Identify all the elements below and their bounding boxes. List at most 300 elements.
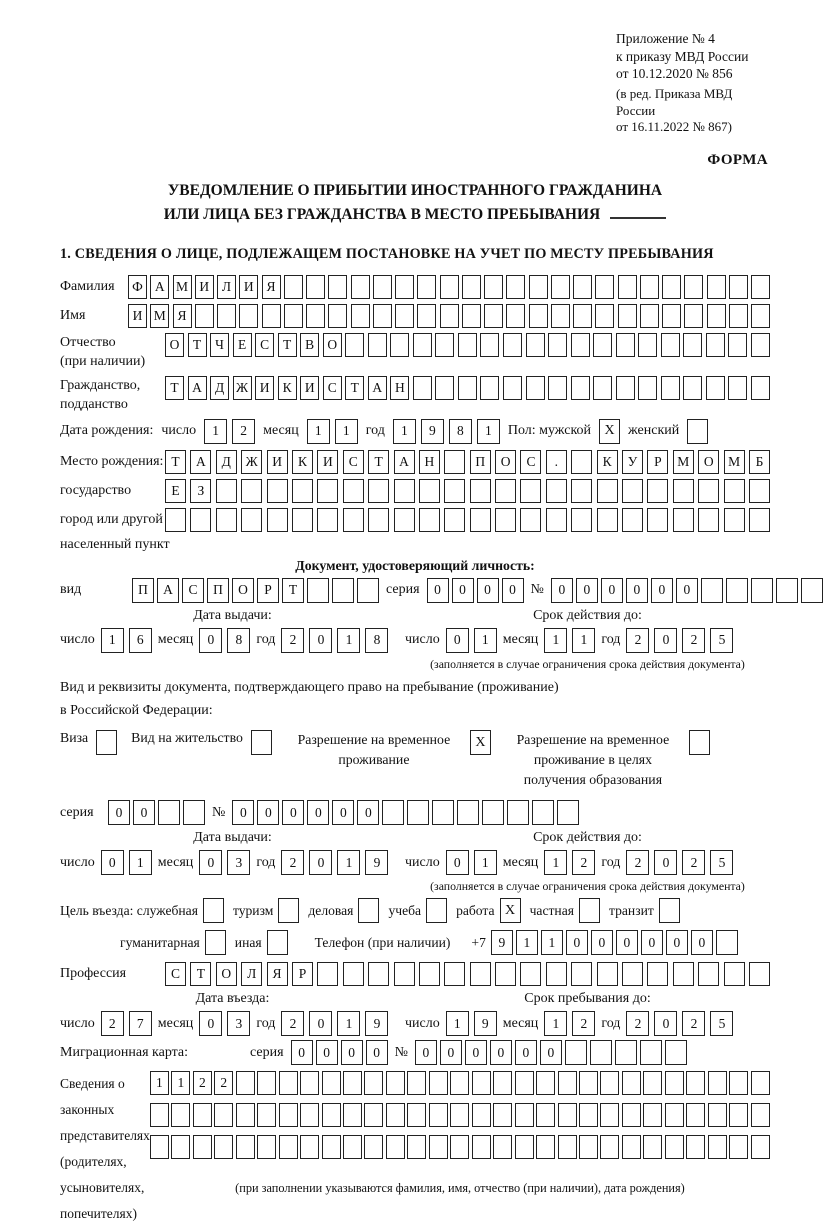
char-cell[interactable] [429,1103,448,1127]
char-cell[interactable] [373,275,392,299]
char-cell[interactable]: Т [188,333,207,357]
char-cell[interactable]: П [470,450,491,474]
char-cell[interactable] [171,1103,190,1127]
char-cell[interactable] [457,800,479,825]
char-cell[interactable]: 0 [626,578,648,603]
char-cell[interactable] [407,1135,426,1159]
char-cell[interactable] [571,333,590,357]
char-cell[interactable]: 1 [129,850,152,875]
char-cell[interactable] [724,962,745,986]
char-cell[interactable] [729,304,748,328]
char-cell[interactable] [306,275,325,299]
char-cell[interactable] [216,508,237,532]
char-cell[interactable]: 0 [415,1040,437,1065]
char-cell[interactable] [665,1071,684,1095]
char-cell[interactable] [728,333,747,357]
char-cell[interactable] [801,578,823,603]
purpose-humanitarian-checkbox[interactable] [205,930,226,955]
char-cell[interactable] [546,962,567,986]
char-cell[interactable] [647,962,668,986]
char-cell[interactable] [413,333,432,357]
char-cell[interactable] [382,800,404,825]
char-cell[interactable] [708,1103,727,1127]
char-cell[interactable] [482,800,504,825]
char-cell[interactable]: Т [345,376,364,400]
char-cell[interactable] [593,333,612,357]
char-cell[interactable]: 0 [357,800,379,825]
char-cell[interactable] [536,1071,555,1095]
char-cell[interactable]: 6 [129,628,152,653]
char-cell[interactable]: 0 [133,800,155,825]
char-cell[interactable] [484,304,503,328]
char-cell[interactable] [686,1071,705,1095]
temp-residence-edu-checkbox[interactable] [689,730,710,755]
char-cell[interactable] [686,1103,705,1127]
char-cell[interactable] [573,275,592,299]
char-cell[interactable] [435,376,454,400]
char-cell[interactable] [306,304,325,328]
char-cell[interactable]: С [255,333,274,357]
char-cell[interactable] [193,1135,212,1159]
char-cell[interactable] [600,1071,619,1095]
char-cell[interactable] [368,333,387,357]
char-cell[interactable] [495,479,516,503]
char-cell[interactable]: 9 [421,419,444,444]
char-cell[interactable] [328,304,347,328]
char-cell[interactable]: 0 [307,800,329,825]
char-cell[interactable]: 2 [682,850,705,875]
char-cell[interactable] [708,1135,727,1159]
char-cell[interactable] [300,1135,319,1159]
char-cell[interactable] [284,275,303,299]
char-cell[interactable]: 0 [232,800,254,825]
char-cell[interactable] [292,479,313,503]
char-cell[interactable]: И [267,450,288,474]
purpose-business-checkbox[interactable] [358,898,379,923]
char-cell[interactable] [236,1071,255,1095]
char-cell[interactable] [444,508,465,532]
char-cell[interactable] [622,1071,641,1095]
char-cell[interactable] [622,962,643,986]
char-cell[interactable] [673,479,694,503]
char-cell[interactable] [548,376,567,400]
char-cell[interactable] [343,508,364,532]
char-cell[interactable] [558,1071,577,1095]
char-cell[interactable] [394,479,415,503]
char-cell[interactable]: 0 [477,578,499,603]
char-cell[interactable]: 9 [365,1011,388,1036]
purpose-official-checkbox[interactable] [203,898,224,923]
char-cell[interactable]: М [150,304,169,328]
char-cell[interactable] [462,275,481,299]
char-cell[interactable] [480,376,499,400]
char-cell[interactable]: Я [267,962,288,986]
char-cell[interactable]: О [165,333,184,357]
char-cell[interactable] [776,578,798,603]
char-cell[interactable]: 8 [227,628,250,653]
char-cell[interactable] [684,304,703,328]
char-cell[interactable] [640,275,659,299]
char-cell[interactable] [548,333,567,357]
char-cell[interactable]: А [188,376,207,400]
char-cell[interactable] [328,275,347,299]
char-cell[interactable] [622,479,643,503]
char-cell[interactable] [458,333,477,357]
char-cell[interactable] [279,1135,298,1159]
char-cell[interactable]: 0 [502,578,524,603]
char-cell[interactable] [386,1135,405,1159]
char-cell[interactable] [515,1103,534,1127]
char-cell[interactable] [351,304,370,328]
char-cell[interactable]: З [190,479,211,503]
purpose-private-checkbox[interactable] [579,898,600,923]
char-cell[interactable]: Л [217,275,236,299]
char-cell[interactable] [503,376,522,400]
char-cell[interactable]: 1 [541,930,563,955]
char-cell[interactable]: И [317,450,338,474]
char-cell[interactable]: 0 [199,850,222,875]
char-cell[interactable] [751,578,773,603]
char-cell[interactable] [662,275,681,299]
char-cell[interactable] [571,962,592,986]
char-cell[interactable] [751,1103,770,1127]
char-cell[interactable] [395,304,414,328]
char-cell[interactable] [413,376,432,400]
char-cell[interactable]: 5 [710,628,733,653]
char-cell[interactable]: К [278,376,297,400]
char-cell[interactable] [520,508,541,532]
residence-permit-checkbox[interactable] [251,730,272,755]
char-cell[interactable]: 2 [626,850,649,875]
char-cell[interactable]: 5 [710,850,733,875]
char-cell[interactable]: 0 [651,578,673,603]
char-cell[interactable]: 0 [654,628,677,653]
char-cell[interactable] [343,962,364,986]
char-cell[interactable] [618,275,637,299]
char-cell[interactable] [622,1135,641,1159]
char-cell[interactable] [571,479,592,503]
char-cell[interactable]: 1 [337,1011,360,1036]
char-cell[interactable]: С [520,450,541,474]
char-cell[interactable] [665,1103,684,1127]
char-cell[interactable]: Р [647,450,668,474]
char-cell[interactable]: П [207,578,229,603]
char-cell[interactable] [595,275,614,299]
char-cell[interactable]: 2 [214,1071,233,1095]
char-cell[interactable] [472,1071,491,1095]
char-cell[interactable]: 0 [446,850,469,875]
char-cell[interactable] [701,578,723,603]
char-cell[interactable] [643,1071,662,1095]
char-cell[interactable] [571,508,592,532]
char-cell[interactable] [257,1103,276,1127]
char-cell[interactable] [529,304,548,328]
char-cell[interactable] [749,479,770,503]
char-cell[interactable]: 2 [281,628,304,653]
char-cell[interactable] [573,304,592,328]
char-cell[interactable] [317,479,338,503]
char-cell[interactable] [462,304,481,328]
char-cell[interactable] [322,1071,341,1095]
char-cell[interactable] [364,1103,383,1127]
char-cell[interactable]: С [182,578,204,603]
char-cell[interactable]: Н [390,376,409,400]
char-cell[interactable]: 0 [666,930,688,955]
char-cell[interactable] [190,508,211,532]
visa-checkbox[interactable] [96,730,117,755]
char-cell[interactable] [751,304,770,328]
char-cell[interactable]: О [232,578,254,603]
char-cell[interactable]: 1 [171,1071,190,1095]
char-cell[interactable] [698,508,719,532]
char-cell[interactable]: 1 [204,419,227,444]
char-cell[interactable] [300,1071,319,1095]
char-cell[interactable] [343,479,364,503]
char-cell[interactable]: 0 [309,628,332,653]
char-cell[interactable] [546,508,567,532]
char-cell[interactable] [373,304,392,328]
char-cell[interactable] [600,1103,619,1127]
char-cell[interactable]: 0 [446,628,469,653]
char-cell[interactable]: С [165,962,186,986]
char-cell[interactable] [728,376,747,400]
char-cell[interactable] [395,275,414,299]
char-cell[interactable]: Б [749,450,770,474]
char-cell[interactable] [622,508,643,532]
char-cell[interactable] [150,1135,169,1159]
char-cell[interactable] [640,304,659,328]
char-cell[interactable] [364,1071,383,1095]
purpose-work-checkbox[interactable]: X [500,898,521,923]
char-cell[interactable]: 0 [465,1040,487,1065]
char-cell[interactable] [686,1135,705,1159]
char-cell[interactable] [171,1135,190,1159]
purpose-study-checkbox[interactable] [426,898,447,923]
char-cell[interactable] [673,962,694,986]
char-cell[interactable] [729,1135,748,1159]
char-cell[interactable] [429,1071,448,1095]
char-cell[interactable] [526,333,545,357]
char-cell[interactable]: К [292,450,313,474]
char-cell[interactable]: 1 [150,1071,169,1095]
char-cell[interactable] [432,800,454,825]
char-cell[interactable]: 0 [691,930,713,955]
char-cell[interactable] [195,304,214,328]
char-cell[interactable] [472,1103,491,1127]
char-cell[interactable] [706,333,725,357]
char-cell[interactable]: 0 [108,800,130,825]
char-cell[interactable]: С [323,376,342,400]
char-cell[interactable]: 0 [199,628,222,653]
purpose-tourism-checkbox[interactable] [278,898,299,923]
char-cell[interactable] [407,800,429,825]
char-cell[interactable]: 1 [101,628,124,653]
char-cell[interactable]: . [546,450,567,474]
char-cell[interactable]: 0 [601,578,623,603]
char-cell[interactable] [597,962,618,986]
char-cell[interactable]: М [724,450,745,474]
char-cell[interactable]: 2 [232,419,255,444]
char-cell[interactable]: 0 [591,930,613,955]
char-cell[interactable] [532,800,554,825]
char-cell[interactable] [665,1040,687,1065]
char-cell[interactable] [558,1103,577,1127]
char-cell[interactable] [536,1135,555,1159]
char-cell[interactable] [390,333,409,357]
char-cell[interactable] [647,508,668,532]
char-cell[interactable] [616,376,635,400]
char-cell[interactable]: 0 [515,1040,537,1065]
char-cell[interactable]: М [673,450,694,474]
char-cell[interactable] [345,333,364,357]
char-cell[interactable]: 2 [281,850,304,875]
char-cell[interactable] [661,376,680,400]
char-cell[interactable] [470,962,491,986]
char-cell[interactable]: 2 [572,1011,595,1036]
char-cell[interactable] [729,275,748,299]
char-cell[interactable]: 3 [227,850,250,875]
char-cell[interactable]: И [195,275,214,299]
char-cell[interactable]: 0 [366,1040,388,1065]
purpose-transit-checkbox[interactable] [659,898,680,923]
char-cell[interactable] [515,1071,534,1095]
char-cell[interactable]: Т [368,450,389,474]
char-cell[interactable] [239,304,258,328]
char-cell[interactable] [444,450,465,474]
char-cell[interactable] [241,508,262,532]
char-cell[interactable] [707,275,726,299]
char-cell[interactable]: Ф [128,275,147,299]
char-cell[interactable] [484,275,503,299]
char-cell[interactable] [520,962,541,986]
char-cell[interactable]: 1 [544,628,567,653]
char-cell[interactable] [579,1071,598,1095]
char-cell[interactable]: 8 [449,419,472,444]
char-cell[interactable] [707,304,726,328]
char-cell[interactable]: Ж [233,376,252,400]
char-cell[interactable] [661,333,680,357]
char-cell[interactable] [673,508,694,532]
char-cell[interactable] [597,479,618,503]
char-cell[interactable] [450,1103,469,1127]
char-cell[interactable] [300,1103,319,1127]
char-cell[interactable] [419,962,440,986]
char-cell[interactable]: 0 [440,1040,462,1065]
char-cell[interactable] [616,333,635,357]
char-cell[interactable] [495,962,516,986]
char-cell[interactable]: 2 [626,628,649,653]
char-cell[interactable] [729,1103,748,1127]
char-cell[interactable]: Н [419,450,440,474]
char-cell[interactable] [368,508,389,532]
char-cell[interactable] [307,578,329,603]
char-cell[interactable] [751,1135,770,1159]
char-cell[interactable] [683,333,702,357]
char-cell[interactable]: У [622,450,643,474]
sex-male-checkbox[interactable]: X [599,419,620,444]
char-cell[interactable] [322,1103,341,1127]
char-cell[interactable] [493,1071,512,1095]
char-cell[interactable]: 9 [365,850,388,875]
char-cell[interactable] [749,962,770,986]
char-cell[interactable] [472,1135,491,1159]
char-cell[interactable]: 1 [477,419,500,444]
char-cell[interactable]: 0 [551,578,573,603]
char-cell[interactable]: И [300,376,319,400]
char-cell[interactable] [407,1103,426,1127]
char-cell[interactable] [643,1103,662,1127]
char-cell[interactable]: А [190,450,211,474]
char-cell[interactable] [571,376,590,400]
char-cell[interactable]: 0 [427,578,449,603]
char-cell[interactable] [450,1071,469,1095]
char-cell[interactable]: И [128,304,147,328]
char-cell[interactable] [357,578,379,603]
char-cell[interactable]: 0 [641,930,663,955]
char-cell[interactable]: А [394,450,415,474]
char-cell[interactable] [322,1135,341,1159]
char-cell[interactable] [470,508,491,532]
char-cell[interactable]: И [255,376,274,400]
char-cell[interactable]: 0 [309,1011,332,1036]
char-cell[interactable]: 2 [193,1071,212,1095]
char-cell[interactable] [579,1135,598,1159]
char-cell[interactable]: 0 [309,850,332,875]
char-cell[interactable] [597,508,618,532]
char-cell[interactable] [279,1103,298,1127]
char-cell[interactable] [343,1103,362,1127]
char-cell[interactable] [417,275,436,299]
char-cell[interactable] [643,1135,662,1159]
char-cell[interactable] [503,333,522,357]
char-cell[interactable]: Я [173,304,192,328]
char-cell[interactable] [698,479,719,503]
char-cell[interactable]: Т [278,333,297,357]
char-cell[interactable] [332,578,354,603]
char-cell[interactable] [557,800,579,825]
char-cell[interactable] [193,1103,212,1127]
char-cell[interactable]: Р [292,962,313,986]
char-cell[interactable]: Ж [241,450,262,474]
char-cell[interactable]: 1 [446,1011,469,1036]
char-cell[interactable] [507,800,529,825]
char-cell[interactable]: О [698,450,719,474]
char-cell[interactable]: 0 [101,850,124,875]
char-cell[interactable]: 1 [335,419,358,444]
char-cell[interactable] [292,508,313,532]
char-cell[interactable] [407,1071,426,1095]
char-cell[interactable]: 3 [227,1011,250,1036]
char-cell[interactable]: Т [165,376,184,400]
char-cell[interactable]: 0 [452,578,474,603]
char-cell[interactable]: К [597,450,618,474]
char-cell[interactable] [551,275,570,299]
char-cell[interactable] [662,304,681,328]
char-cell[interactable] [665,1135,684,1159]
char-cell[interactable]: 0 [316,1040,338,1065]
char-cell[interactable] [236,1103,255,1127]
char-cell[interactable] [440,304,459,328]
char-cell[interactable]: Ч [210,333,229,357]
purpose-other-checkbox[interactable] [267,930,288,955]
char-cell[interactable]: 2 [626,1011,649,1036]
char-cell[interactable] [506,304,525,328]
char-cell[interactable]: Е [233,333,252,357]
char-cell[interactable] [440,275,459,299]
char-cell[interactable]: 1 [516,930,538,955]
char-cell[interactable] [751,333,770,357]
char-cell[interactable]: 0 [291,1040,313,1065]
